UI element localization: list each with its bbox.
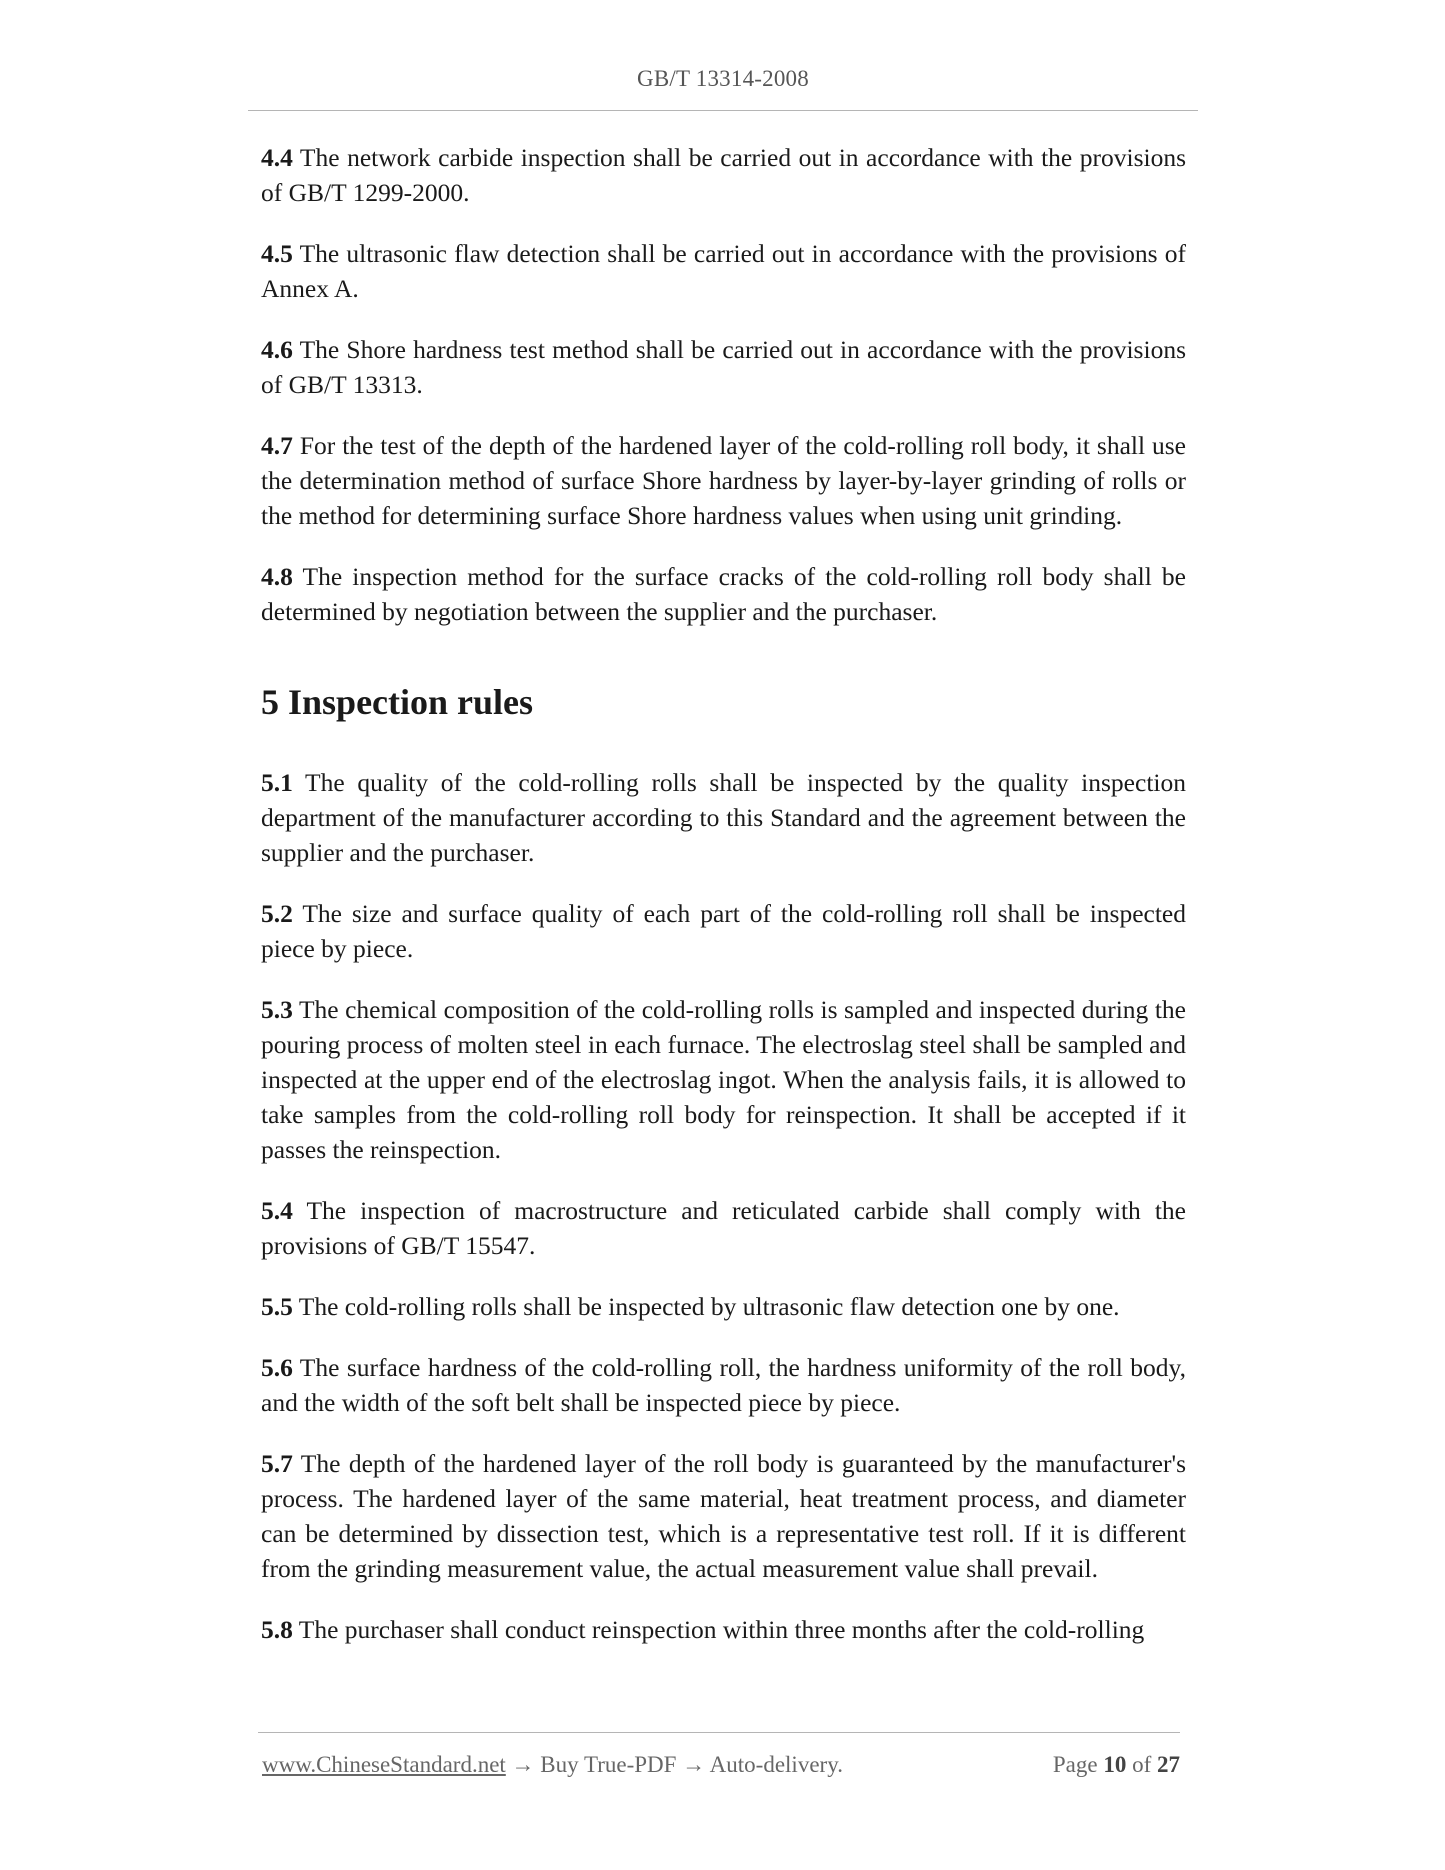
clause-5-1	[261, 765, 1186, 870]
clause-5-8	[261, 1612, 1186, 1647]
clause-text: The size and surface quality of each part of the cold-rolling roll shall be inspected piece by piece.	[261, 899, 1186, 963]
arrow-right-icon: →	[676, 1752, 710, 1777]
footer-promo	[262, 1752, 843, 1778]
clause-number: 5.7	[261, 1449, 293, 1478]
clause-number: 5.8	[261, 1615, 293, 1644]
clause-4-4	[261, 140, 1186, 210]
document-code: GB/T 13314-2008	[637, 66, 809, 91]
clause-5-5	[261, 1289, 1186, 1324]
arrow-right-icon: →	[505, 1752, 541, 1777]
clause-text: The cold-rolling rolls shall be inspected by ultrasonic flaw detection one by one.	[292, 1292, 1120, 1321]
page-number	[1053, 1752, 1180, 1778]
clause-number: 5.1	[261, 768, 293, 797]
current-page: 10	[1103, 1752, 1127, 1777]
of-label: of	[1132, 1752, 1152, 1777]
clause-number: 4.4	[261, 143, 293, 172]
clause-5-6	[261, 1350, 1186, 1420]
clause-text: The network carbide inspection shall be carried out in accordance with the provisions of GB/T 1299-2000.	[261, 143, 1186, 207]
header-divider	[248, 110, 1198, 111]
clause-number: 5.5	[261, 1292, 293, 1321]
page-header	[248, 66, 1198, 92]
page-label: Page	[1052, 1752, 1098, 1777]
clause-number: 4.8	[261, 562, 293, 591]
site-link[interactable]: www.ChineseStandard.net	[262, 1752, 506, 1777]
clause-text: The Shore hardness test method shall be carried out in accordance with the provisions of GB/T 13313.	[261, 335, 1186, 399]
clause-text: For the test of the depth of the hardened layer of the cold-rolling roll body, it shall use the determination method of surface Shore hardness by layer-by-layer grinding of rolls or the method for determining surface Shore hardness values when using unit grinding.	[261, 431, 1186, 530]
document-body	[261, 140, 1186, 1673]
clause-number: 5.2	[261, 899, 293, 928]
clause-text: The quality of the cold-rolling rolls shall be inspected by the quality inspection department of the manufacturer according to this Standard and the agreement between the supplier and the purchaser.	[261, 768, 1186, 867]
section-title: 5 Inspection rules	[261, 682, 534, 722]
clause-4-8	[261, 559, 1186, 629]
clause-text: The inspection of macrostructure and reticulated carbide shall comply with the provisions of GB/T 15547.	[261, 1196, 1186, 1260]
clause-4-5	[261, 236, 1186, 306]
clause-5-4	[261, 1193, 1186, 1263]
clause-number: 5.4	[261, 1196, 293, 1225]
clause-number: 4.7	[261, 431, 293, 460]
total-pages: 27	[1157, 1752, 1180, 1777]
clause-text: The depth of the hardened layer of the roll body is guaranteed by the manufacturer's process. The hardened layer of the same material, heat treatment process, and diameter can be determined by dissection test, which is a representative test roll. If it is different from the grinding measurement value, the actual measurement value shall prevail.	[261, 1449, 1186, 1583]
clause-text: The surface hardness of the cold-rolling roll, the hardness uniformity of the roll body, and the width of the soft belt shall be inspected piece by piece.	[261, 1353, 1186, 1417]
clause-5-2	[261, 896, 1186, 966]
clause-5-3	[261, 992, 1186, 1167]
clause-number: 4.6	[261, 335, 293, 364]
buy-pdf-text: Buy True-PDF	[540, 1752, 677, 1777]
clause-5-7	[261, 1446, 1186, 1586]
clause-text: The purchaser shall conduct reinspection within three months after the cold-rolling	[292, 1615, 1145, 1644]
clause-text: The chemical composition of the cold-rolling rolls is sampled and inspected during the pouring process of molten steel in each furnace. The electroslag steel shall be sampled and inspected at the upper end of the electroslag ingot. When the analysis fails, it is allowed to take samples from the cold-rolling roll body for reinspection. It shall be accepted if it passes the reinspection.	[261, 995, 1186, 1164]
clause-number: 5.6	[261, 1353, 293, 1382]
clause-text: The inspection method for the surface cracks of the cold-rolling roll body shall be determined by negotiation between the supplier and the purchaser.	[261, 562, 1186, 626]
clause-4-6	[261, 332, 1186, 402]
delivery-text: Auto-delivery.	[709, 1752, 843, 1777]
clause-text: The ultrasonic flaw detection shall be carried out in accordance with the provisions of Annex A.	[261, 239, 1186, 303]
footer-divider	[258, 1732, 1180, 1733]
clause-4-7	[261, 428, 1186, 533]
clause-number: 4.5	[261, 239, 293, 268]
clause-number: 5.3	[261, 995, 293, 1024]
